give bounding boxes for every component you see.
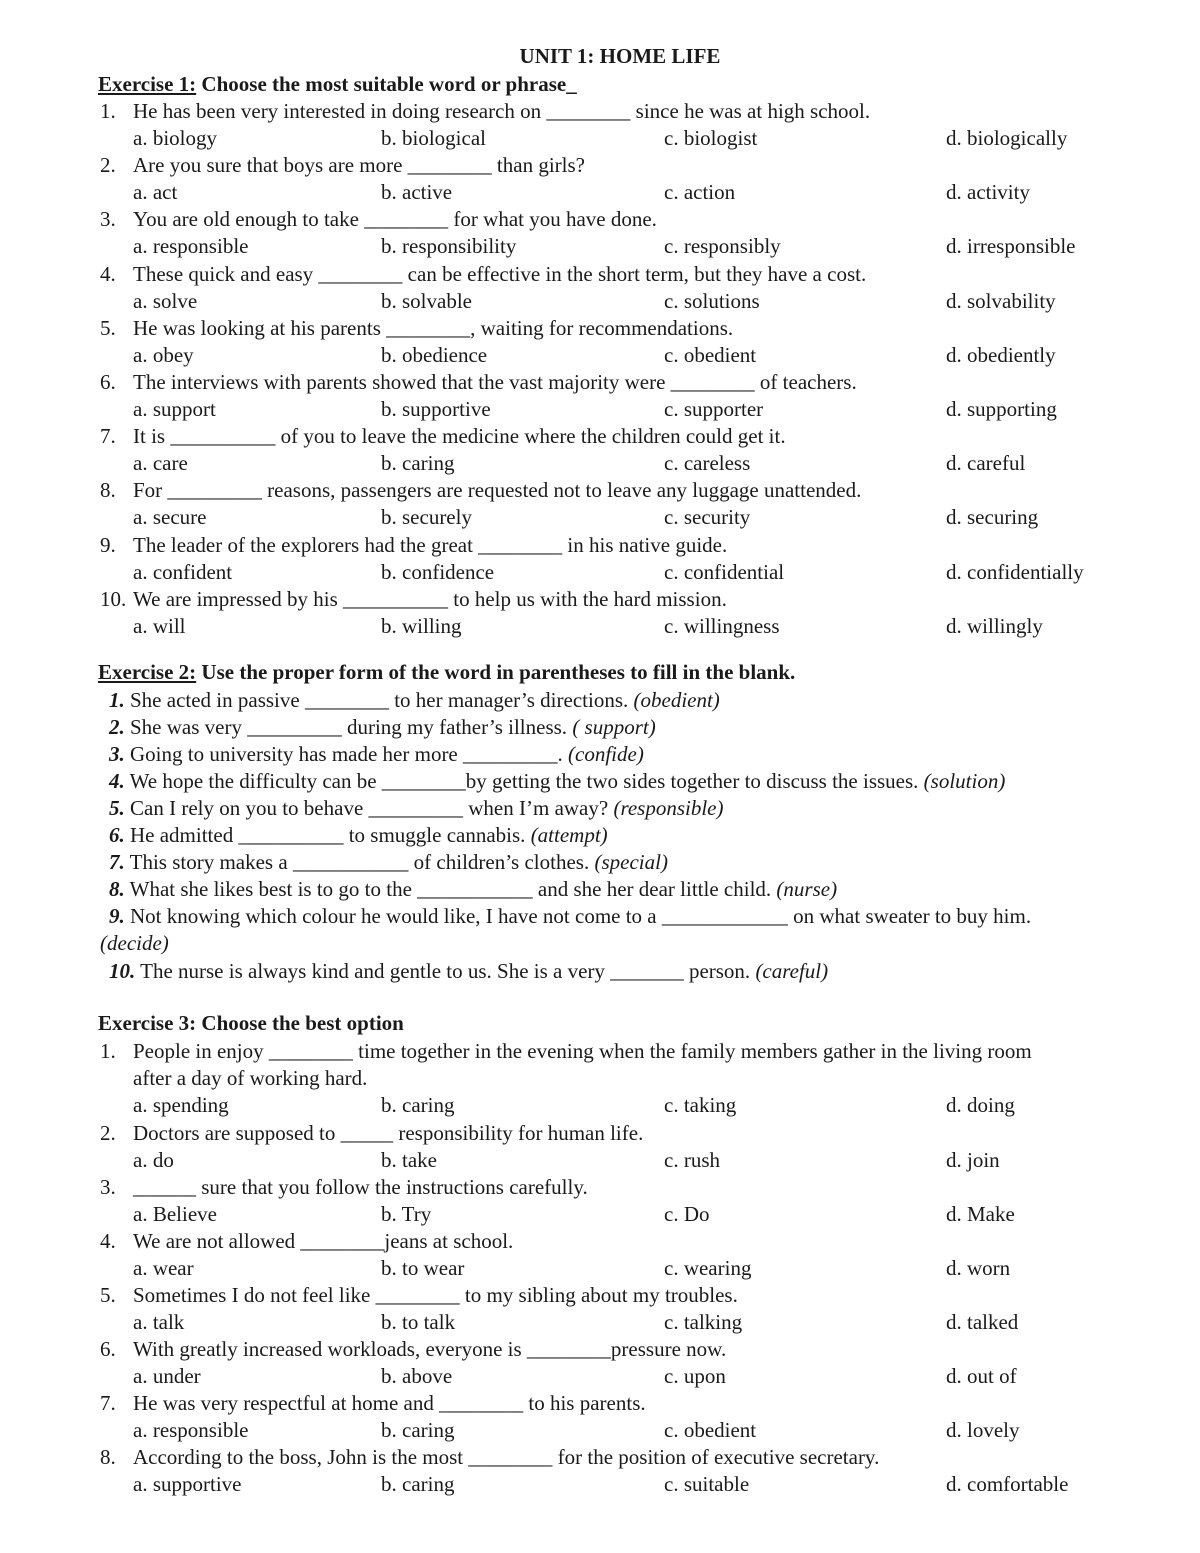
question-text: With greatly increased workloads, everyone is ________pressure now.	[133, 1337, 727, 1361]
question-number: 5.	[100, 315, 116, 340]
question-text: Sometimes I do not feel like ________ to my sibling about my troubles.	[133, 1283, 738, 1307]
question-number: 2.	[100, 153, 116, 178]
item-text: Not knowing which colour he would like, I have not come to a ____________ on what sweater to buy him.	[124, 904, 1032, 928]
option-c: c. solutions	[664, 288, 760, 313]
option-b: b. caring	[381, 1093, 455, 1117]
option-c: c. wearing	[664, 1256, 752, 1280]
option-b: b. solvable	[381, 288, 472, 313]
item-text: He admitted __________ to smuggle cannabis.	[124, 823, 531, 847]
option-d: d. obediently	[946, 342, 1056, 367]
item-text: Can I rely on you to behave _________ when I’m away?	[124, 796, 614, 820]
item-number: 8.	[109, 877, 125, 901]
question-text: For _________ reasons, passengers are requested not to leave any luggage unattended.	[133, 478, 862, 503]
option-b: b. Try	[381, 1202, 432, 1226]
exercise-2-item	[109, 714, 656, 740]
question-number: 4.	[100, 1229, 116, 1253]
option-c: c. Do	[664, 1202, 710, 1226]
option-d: d. irresponsible	[946, 234, 1076, 259]
exercise-3-instruction: Choose the best option	[196, 1011, 404, 1035]
item-text: Going to university has made her more _________.	[124, 742, 569, 766]
question-text: He was looking at his parents ________, waiting for recommendations.	[133, 315, 734, 340]
option-c: c. talking	[664, 1310, 743, 1334]
question-text: The leader of the explorers had the great ________ in his native guide.	[133, 532, 728, 557]
option-c: c. obedient	[664, 1418, 757, 1442]
option-a: a. care	[133, 451, 188, 476]
item-text: The nurse is always kind and gentle to us. She is a very _______ person.	[135, 959, 756, 983]
question-text: We are not allowed ________jeans at school.	[133, 1229, 514, 1253]
option-c: c. security	[664, 505, 751, 530]
option-d: d. out of	[946, 1364, 1017, 1388]
option-b: b. willing	[381, 613, 462, 638]
exercise-3-label: Exercise 3:	[98, 1011, 197, 1035]
option-d: d. activity	[946, 180, 1030, 205]
option-b: b. securely	[381, 505, 472, 530]
option-b: b. to wear	[381, 1256, 465, 1280]
question-text: According to the boss, John is the most ________ for the position of executive secretary.	[133, 1445, 880, 1469]
question-text: Are you sure that boys are more ________ than girls?	[133, 153, 585, 178]
item-word: (nurse)	[776, 877, 838, 901]
option-c: c. action	[664, 180, 736, 205]
option-a: a. obey	[133, 342, 194, 367]
option-a: a. responsible	[133, 234, 249, 259]
question-text: He was very respectful at home and ________ to his parents.	[133, 1391, 646, 1415]
exercise-2-item	[109, 687, 720, 713]
option-b: b. responsibility	[381, 234, 517, 259]
question-text: ______ sure that you follow the instructions carefully.	[133, 1175, 588, 1199]
option-a: a. supportive	[133, 1472, 242, 1496]
option-c: c. taking	[664, 1093, 737, 1117]
option-b: b. to talk	[381, 1310, 456, 1334]
exercise-2-item	[109, 795, 724, 821]
exercise-2-item	[109, 822, 608, 848]
exercise-2-item	[109, 849, 668, 875]
option-b: b. supportive	[381, 397, 491, 421]
item-number: 9.	[109, 904, 125, 928]
item-word: (decide)	[100, 931, 169, 955]
exercise-1-instruction: Choose the most suitable word or phrase_	[196, 72, 577, 96]
item-word: (responsible)	[613, 796, 724, 820]
item-word: (careful)	[755, 959, 829, 983]
option-d: d. solvability	[946, 288, 1056, 313]
option-a: a. will	[133, 613, 186, 638]
option-b: b. caring	[381, 1472, 455, 1496]
option-a: a. solve	[133, 288, 198, 313]
exercise-2-item	[109, 876, 837, 902]
question-text-cont: after a day of working hard.	[133, 1066, 368, 1090]
option-a: a. Believe	[133, 1202, 217, 1226]
option-c: c. careless	[664, 451, 751, 476]
question-number: 10.	[100, 586, 127, 611]
question-number: 1.	[100, 1039, 116, 1063]
exercise-2-item	[109, 958, 828, 984]
exercise-2-item	[109, 903, 1031, 929]
option-d: d. doing	[946, 1093, 1015, 1117]
question-number: 7.	[100, 1391, 116, 1415]
option-d: d. supporting	[946, 397, 1057, 421]
exercise-2-instruction: Use the proper form of the word in parentheses to fill in the blank.	[196, 660, 796, 684]
option-d: d. lovely	[946, 1418, 1020, 1442]
option-d: d. Make	[946, 1202, 1015, 1226]
item-word: (attempt)	[530, 823, 608, 847]
option-c: c. supporter	[664, 397, 764, 421]
option-d: d. talked	[946, 1310, 1019, 1334]
question-text: You are old enough to take ________ for what you have done.	[133, 207, 657, 232]
option-b: b. caring	[381, 1418, 455, 1442]
item-word: (obedient)	[633, 688, 720, 712]
question-number: 2.	[100, 1121, 116, 1145]
question-text: These quick and easy ________ can be effective in the short term, but they have a cost.	[133, 261, 867, 286]
option-c: c. biologist	[664, 126, 758, 150]
option-b: b. take	[381, 1148, 437, 1172]
question-text: Doctors are supposed to _____ responsibility for human life.	[133, 1121, 644, 1145]
option-a: a. secure	[133, 505, 207, 530]
option-d: d. comfortable	[946, 1472, 1069, 1496]
option-d: d. worn	[946, 1256, 1011, 1280]
item-number: 10.	[109, 959, 136, 983]
item-word: ( support)	[572, 715, 656, 739]
page-title: UNIT 1: HOME LIFE	[519, 44, 721, 68]
question-text: He has been very interested in doing research on ________ since he was at high school.	[133, 99, 871, 123]
option-c: c. obedient	[664, 342, 757, 367]
option-a: a. under	[133, 1364, 201, 1388]
item-text: What she likes best is to go to the ___________ and she her dear little child.	[124, 877, 777, 901]
question-number: 6.	[100, 1337, 116, 1361]
question-number: 6.	[100, 370, 116, 394]
exercise-2-item	[109, 768, 1005, 794]
option-a: a. responsible	[133, 1418, 249, 1442]
question-number: 5.	[100, 1283, 116, 1307]
question-text: It is __________ of you to leave the medicine where the children could get it.	[133, 424, 786, 449]
option-a: a. spending	[133, 1093, 229, 1117]
option-b: b. obedience	[381, 342, 488, 367]
item-number: 7.	[109, 850, 125, 874]
question-text: People in enjoy ________ time together in the evening when the family members gather in the living room	[133, 1039, 1032, 1063]
option-c: c. upon	[664, 1364, 726, 1388]
exercise-1-heading	[98, 72, 577, 97]
item-word: (special)	[594, 850, 668, 874]
item-number: 4.	[109, 769, 125, 793]
option-b: b. above	[381, 1364, 453, 1388]
option-c: c. willingness	[664, 613, 780, 638]
option-a: a. wear	[133, 1256, 194, 1280]
option-d: d. securing	[946, 505, 1039, 530]
question-number: 4.	[100, 261, 116, 286]
question-number: 7.	[100, 424, 116, 449]
item-number: 3.	[109, 742, 125, 766]
item-word: (solution)	[923, 769, 1006, 793]
option-a: a. confident	[133, 559, 233, 584]
exercise-2-item	[109, 741, 644, 767]
exercise-3-heading	[98, 1011, 404, 1036]
option-c: c. suitable	[664, 1472, 750, 1496]
question-number: 8.	[100, 1445, 116, 1469]
option-b: b. confidence	[381, 559, 495, 584]
question-text: The interviews with parents showed that the vast majority were ________ of teachers.	[133, 370, 857, 394]
question-number: 8.	[100, 478, 116, 503]
item-text: She was very _________ during my father’s illness.	[124, 715, 573, 739]
option-d: d. willingly	[946, 613, 1043, 638]
option-b: b. active	[381, 180, 453, 205]
question-number: 9.	[100, 532, 116, 557]
item-text: We hope the difficulty can be ________by getting the two sides together to discuss the issues.	[124, 769, 924, 793]
option-d: d. confidentially	[946, 559, 1084, 584]
exercise-2-item-cont	[100, 930, 169, 956]
item-number: 2.	[109, 715, 125, 739]
option-b: b. caring	[381, 451, 455, 476]
option-a: a. do	[133, 1148, 174, 1172]
exercise-2-label: Exercise 2:	[98, 660, 197, 684]
item-text: This story makes a ___________ of children’s clothes.	[124, 850, 595, 874]
option-a: a. biology	[133, 126, 217, 150]
option-c: c. confidential	[664, 559, 785, 584]
item-text: She acted in passive ________ to her manager’s directions.	[124, 688, 634, 712]
option-d: d. careful	[946, 451, 1026, 476]
option-c: c. rush	[664, 1148, 720, 1172]
item-number: 1.	[109, 688, 125, 712]
exercise-1-label: Exercise 1:	[98, 72, 197, 96]
option-b: b. biological	[381, 126, 486, 150]
option-d: d. biologically	[946, 126, 1068, 150]
question-number: 3.	[100, 207, 116, 232]
option-d: d. join	[946, 1148, 1000, 1172]
item-number: 5.	[109, 796, 125, 820]
question-number: 1.	[100, 99, 116, 123]
option-a: a. act	[133, 180, 178, 205]
item-word: (confide)	[568, 742, 644, 766]
question-number: 3.	[100, 1175, 116, 1199]
option-a: a. talk	[133, 1310, 185, 1334]
exercise-2-heading	[98, 660, 795, 685]
option-a: a. support	[133, 397, 216, 421]
question-text: We are impressed by his __________ to help us with the hard mission.	[133, 586, 727, 611]
option-c: c. responsibly	[664, 234, 781, 259]
item-number: 6.	[109, 823, 125, 847]
